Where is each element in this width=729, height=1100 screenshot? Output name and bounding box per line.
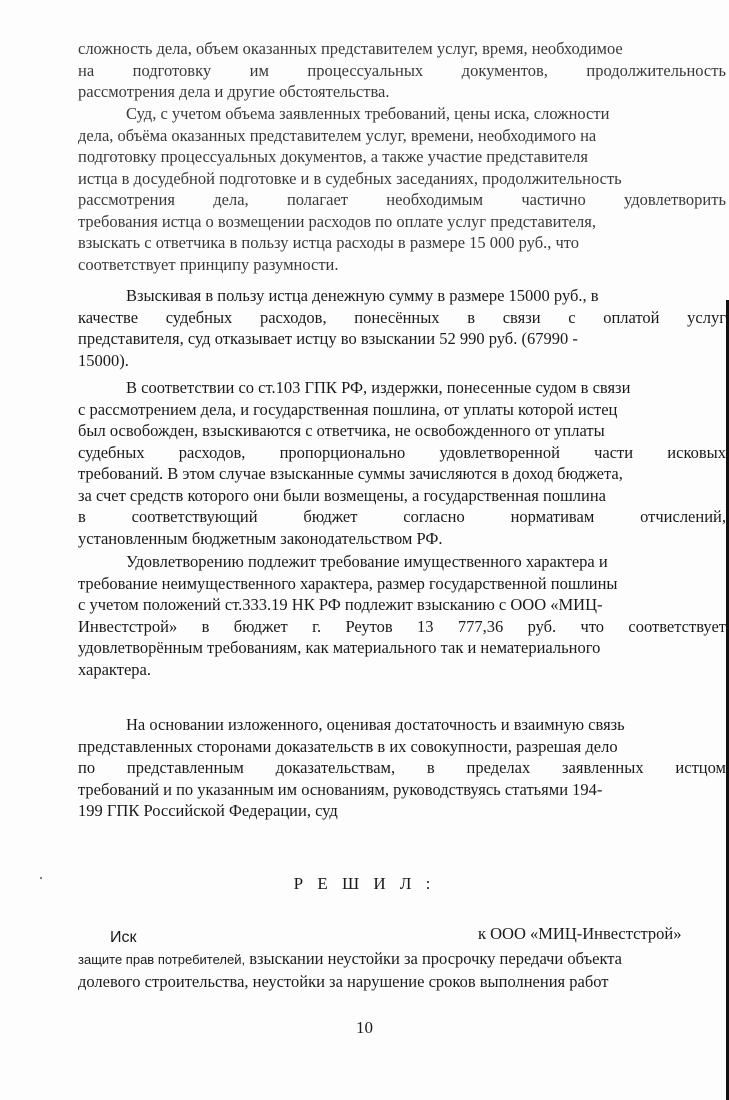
defendant-text: к ООО «МИЦ-Инвестстрой»	[478, 924, 682, 943]
text-line	[78, 948, 726, 971]
text-line: соответствует принципу разумности.	[78, 254, 339, 274]
text-line: удовлетворённым требованиям, как материального так и нематериального	[78, 638, 601, 657]
text-line: по представленным доказательствам, в пределах заявленных истцом	[78, 758, 726, 777]
paragraph-state-duty	[78, 551, 726, 680]
text-line: дела, объёма оказанных представителем услуг, времени, необходимого на	[78, 125, 597, 145]
text-fragment-small: защите прав потребителей,	[78, 952, 246, 967]
text-line: В соответствии со ст.103 ГПК РФ, издержки, понесенные судом в связи	[126, 378, 631, 397]
text-line: представленных сторонами доказательств в их совокупности, разрешая дело	[78, 736, 618, 756]
text-line: с рассмотрением дела, и государственная пошлина, от уплаты которой истец	[78, 399, 618, 419]
paragraph-costs-criteria	[78, 38, 726, 103]
text-line: рассмотрения дела, полагает необходимым частично удовлетворить	[78, 190, 726, 209]
text-line: требований и по указанным им основаниям, руководствуясь статьями 194-	[78, 779, 603, 799]
text-line: с учетом положений ст.333.19 НК РФ подлежит взысканию с ООО «МИЦ-	[78, 595, 603, 614]
claim-label: Иск	[110, 929, 137, 946]
text-line: Инвестстрой» в бюджет г. Реутов 13 777,36 руб. что соответствует	[78, 616, 726, 636]
text-line: долевого строительства, неустойки за нарушение сроков выполнения работ	[78, 971, 609, 991]
decision-heading: Р Е Ш И Л :	[293, 874, 436, 893]
paragraph-grounds	[78, 714, 726, 822]
paragraph-court-assessment	[78, 103, 726, 275]
text-line: Суд, с учетом объема заявленных требований, цены иска, сложности	[126, 104, 610, 123]
text-line: характера.	[78, 659, 151, 679]
text-line: требование неимущественного характера, размер государственной пошлины	[78, 573, 618, 593]
text-line: взыскать с ответчика в пользу истца расходы в размере 15 000 руб., что	[78, 233, 580, 252]
text-line: На основании изложенного, оценивая достаточность и взаимную связь	[126, 715, 625, 734]
text-line: подготовку процессуальных документов, а также участие представителя	[78, 147, 588, 166]
text-line: в соответствующий бюджет согласно нормативам отчислений,	[78, 507, 726, 526]
text-line: был освобожден, взыскиваются с ответчика, не освобожденного от уплаты	[78, 421, 605, 440]
text-fragment: взыскании неустойки за просрочку передачи объекта	[245, 949, 622, 968]
text-line: истца в досудебной подготовке и в судебных заседаниях, продолжительность	[78, 168, 622, 188]
text-line: требований. В этом случае взысканные суммы зачисляются в доход бюджета,	[78, 464, 623, 483]
text-line: рассмотрения дела и другие обстоятельства.	[78, 82, 390, 101]
page-number: 10	[356, 1018, 373, 1037]
text-line: 199 ГПК Российской Федерации, суд	[78, 801, 338, 820]
text-line: установленным бюджетным законодательством РФ.	[78, 528, 443, 548]
paragraph-refusal	[78, 285, 726, 371]
text-line: качестве судебных расходов, понесённых в связи с оплатой услуг	[78, 307, 726, 327]
text-line: представителя, суд отказывает истцу во взыскании 52 990 руб. (67990 -	[78, 329, 578, 348]
text-line: сложность дела, объем оказанных представителем услуг, время, необходимое	[78, 39, 623, 58]
text-line: Взыскивая в пользу истца денежную сумму в размере 15000 руб., в	[126, 286, 599, 305]
text-line: за счет средств которого они были возмещены, а государственная пошлина	[78, 485, 607, 505]
text-line: требования истца о возмещении расходов по оплате услуг представителя,	[78, 211, 596, 231]
paragraph-article-103	[78, 377, 726, 549]
claim-description	[78, 948, 726, 992]
text-line: на подготовку им процессуальных документов, продолжительность	[78, 60, 726, 80]
text-line: 15000).	[78, 350, 129, 370]
text-line: Удовлетворению подлежит требование имущественного характера и	[126, 552, 608, 571]
text-line: судебных расходов, пропорционально удовлетворенной части исковых	[78, 442, 726, 462]
